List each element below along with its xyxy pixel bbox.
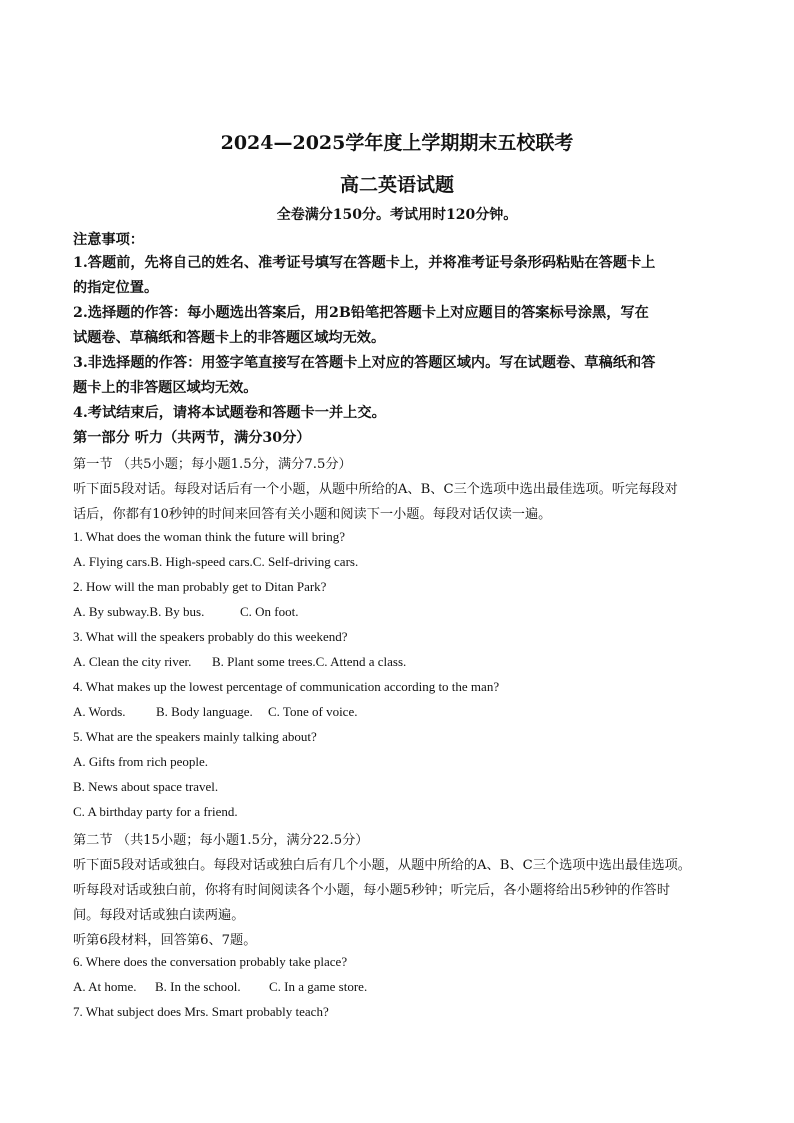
notice-item-1-line-1: 1.答题前，先将自己的姓名、准考证号填写在答题卡上，并将准考证号条形码粘贴在答题卡上 — [73, 255, 656, 271]
question-3-options-bc: B. Plant some trees.C. Attend a class. — [212, 654, 407, 669]
notice-item-2-line-2: 试题卷、草稿纸和答题卡上的非答题区域均无效。 — [73, 330, 386, 346]
section1-instructions-line-2: 话后，你都有10秒钟的时间来回答有关小题和阅读下一小题。每段对话仅读一遍。 — [73, 507, 552, 522]
score-line: 全卷满分150分。考试用时120分钟。 — [276, 207, 518, 223]
question-5-option-c: C. A birthday party for a friend. — [73, 804, 238, 819]
exam-title: 2024—2025学年度上学期期末五校联考 — [220, 132, 574, 154]
question-1: 1. What does the woman think the future will bring? — [73, 529, 345, 544]
question-2-option-c: C. On foot. — [240, 604, 299, 619]
question-6-option-a: A. At home. — [73, 979, 137, 994]
question-6: 6. Where does the conversation probably take place? — [73, 954, 348, 969]
section1-heading: 第一节 （共5小题；每小题1.5分，满分7.5分） — [73, 457, 352, 472]
notice-item-3-line-2: 题卡上的非答题区域均无效。 — [73, 380, 258, 396]
part1-heading: 第一部分 听力（共两节，满分30分） — [73, 430, 311, 446]
section2-instructions-line-3: 间。每段对话或独白读两遍。 — [73, 908, 245, 923]
question-6-option-b: B. In the school. — [155, 979, 241, 994]
material-6-label: 听第6段材料，回答第6、7题。 — [73, 933, 257, 948]
question-3: 3. What will the speakers probably do this weekend? — [73, 629, 348, 644]
question-3-option-a: A. Clean the city river. — [73, 654, 192, 669]
notice-item-4: 4.考试结束后，请将本试题卷和答题卡一并上交。 — [73, 405, 386, 421]
section2-heading: 第二节 （共15小题；每小题1.5分，满分22.5分） — [73, 833, 369, 848]
question-5: 5. What are the speakers mainly talking about? — [73, 729, 317, 744]
question-6-option-c: C. In a game store. — [269, 979, 368, 994]
section2-instructions-line-1: 听下面5段对话或独白。每段对话或独白后有几个小题，从题中所给的A、B、C三个选项中选出最佳选项。 — [73, 858, 691, 873]
question-2-options-ab: A. By subway.B. By bus. — [73, 604, 205, 619]
section2-instructions-line-2: 听每段对话或独白前，你将有时间阅读各个小题，每小题5秒钟；听完后，各小题将给出5秒钟的作答时 — [73, 883, 671, 898]
question-4-option-a: A. Words. — [73, 704, 126, 719]
question-4-option-b: B. Body language. — [156, 704, 253, 719]
question-5-option-b: B. News about space travel. — [73, 779, 219, 794]
question-2: 2. How will the man probably get to Ditan Park? — [73, 579, 327, 594]
notice-item-2-line-1: 2.选择题的作答：每小题选出答案后，用2B铅笔把答题卡上对应题目的答案标号涂黑，写在 — [73, 305, 649, 321]
question-1-options: A. Flying cars.B. High-speed cars.C. Self-driving cars. — [73, 554, 359, 569]
question-4-option-c: C. Tone of voice. — [268, 704, 358, 719]
notice-item-1-line-2: 的指定位置。 — [73, 280, 159, 296]
notice-item-3-line-1: 3.非选择题的作答：用签字笔直接写在答题卡上对应的答题区域内。写在试题卷、草稿纸和答 — [73, 355, 656, 371]
notice-heading: 注意事项： — [73, 232, 144, 248]
question-7: 7. What subject does Mrs. Smart probably teach? — [73, 1004, 329, 1019]
question-5-option-a: A. Gifts from rich people. — [73, 754, 209, 769]
section1-instructions-line-1: 听下面5段对话。每段对话后有一个小题，从题中所给的A、B、C三个选项中选出最佳选项。听完每段对 — [73, 482, 678, 497]
exam-subject: 高二英语试题 — [339, 174, 454, 196]
question-4: 4. What makes up the lowest percentage of communication according to the man? — [73, 679, 500, 694]
